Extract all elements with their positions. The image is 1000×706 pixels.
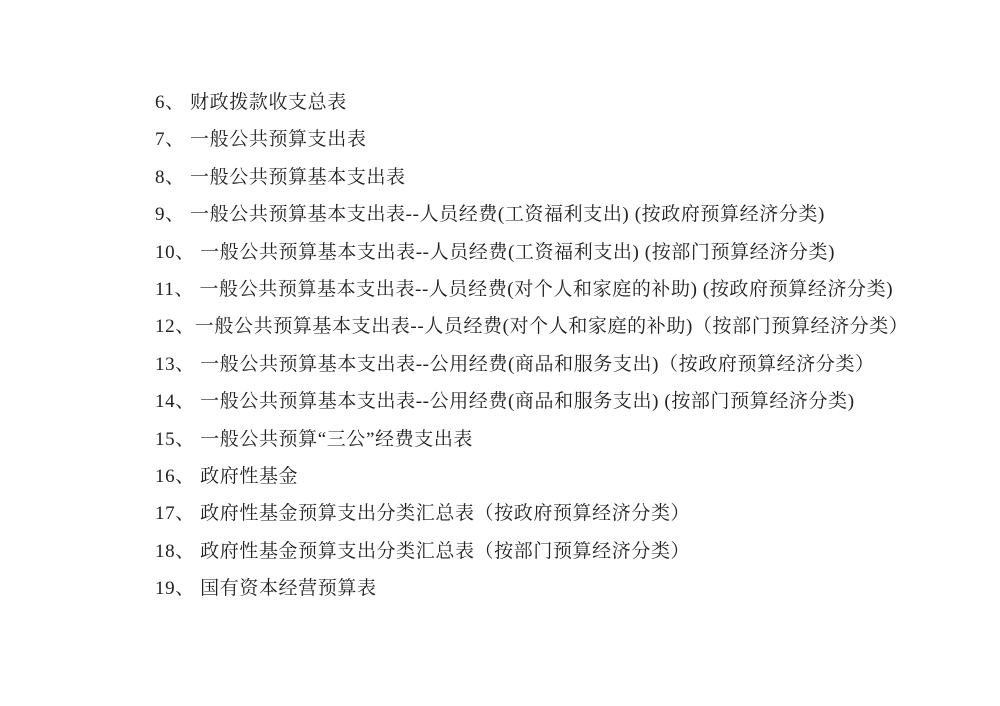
list-item: 8、 一般公共预算基本支出表: [155, 166, 406, 188]
budget-table-list: [155, 84, 955, 608]
list-item: 10、 一般公共预算基本支出表--人员经费(工资福利支出) (按部门预算经济分类): [155, 241, 836, 263]
list-item: 17、 政府性基金预算支出分类汇总表（按政府预算经济分类）: [155, 503, 691, 525]
list-item: 9、 一般公共预算基本支出表--人员经费(工资福利支出) (按政府预算经济分类): [155, 204, 825, 226]
list-item: 19、 国有资本经营预算表: [155, 578, 377, 600]
list-item: 13、 一般公共预算基本支出表--公用经费(商品和服务支出)（按政府预算经济分类）: [155, 353, 875, 375]
list-item: 6、 财政拨款收支总表: [155, 92, 347, 113]
list-item: 11、 一般公共预算基本支出表--人员经费(对个人和家庭的补助) (按政府预算经济分类): [155, 279, 894, 301]
list-item: 12、一般公共预算基本支出表--人员经费(对个人和家庭的补助)（按部门预算经济分类）: [155, 316, 909, 338]
list-item: 7、 一般公共预算支出表: [155, 129, 367, 151]
list-item: 15、 一般公共预算“三公”经费支出表: [155, 428, 474, 450]
list-item: 18、 政府性基金预算支出分类汇总表（按部门预算经济分类）: [155, 540, 691, 562]
list-item: 16、 政府性基金: [155, 466, 299, 488]
list-item: 14、 一般公共预算基本支出表--公用经费(商品和服务支出) (按部门预算经济分类): [155, 391, 855, 413]
